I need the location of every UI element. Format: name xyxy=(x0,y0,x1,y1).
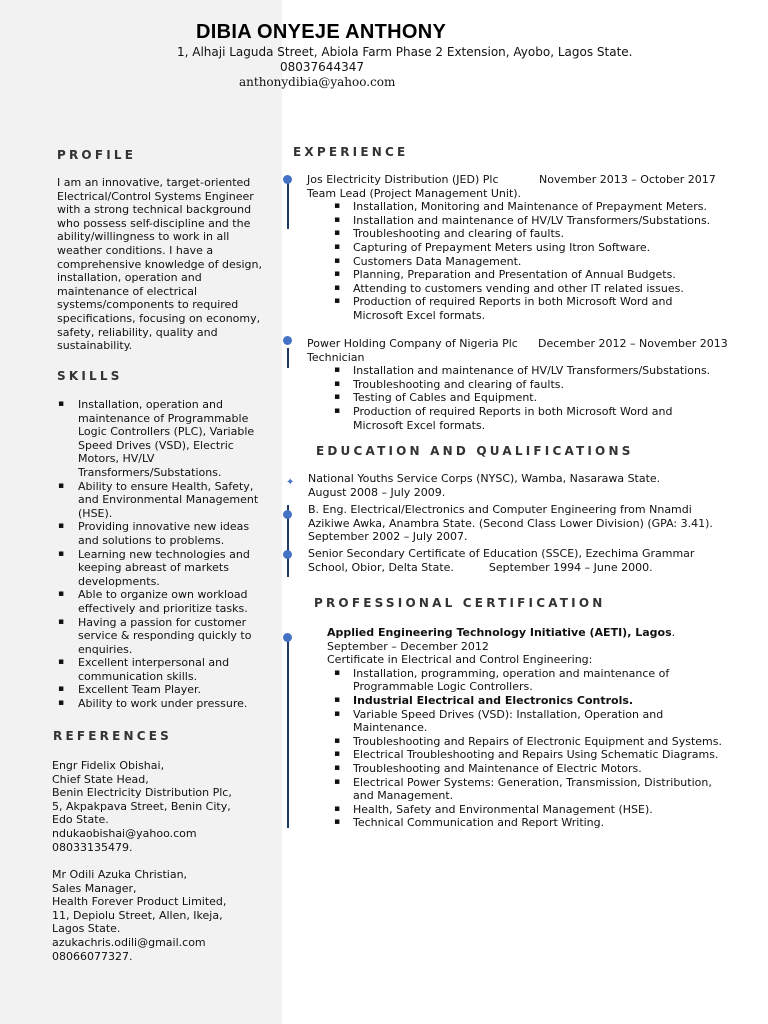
cert-item: ▪ Electrical Power Systems: Generation, Transmission, Distribution, and Management. xyxy=(307,776,747,803)
education-heading: EDUCATION AND QUALIFICATIONS xyxy=(316,444,634,458)
skills-list xyxy=(52,398,267,711)
reference-1: Engr Fidelix Obishai, Chief State Head, Benin Electricity Distribution Plc, 5, Akpakpava Street, Benin City, Edo State. ndukaobishai@yahoo.com 08033135479. xyxy=(52,759,232,854)
candidate-name: DIBIA ONYEJE ANTHONY xyxy=(196,21,447,43)
cert-item: ▪ Installation, programming, operation and maintenance of Programmable Logic Controllers. xyxy=(307,667,747,694)
plus-icon: ✦ xyxy=(286,477,295,488)
duty-item: ▪ Installation, Monitoring and Maintenance of Prepayment Meters. xyxy=(307,200,747,214)
duty-item: ▪ Troubleshooting and clearing of faults. xyxy=(307,378,747,392)
job-company: Power Holding Company of Nigeria Plc xyxy=(307,337,518,350)
cert-items xyxy=(307,667,747,830)
cert-institution: Applied Engineering Technology Initiative (AETI), Lagos xyxy=(327,626,672,639)
job-company: Jos Electricity Distribution (JED) Plc xyxy=(307,173,499,186)
duty-item: ▪ Testing of Cables and Equipment. xyxy=(307,391,747,405)
references-heading: REFERENCES xyxy=(53,729,172,743)
cert-item: ▪ Technical Communication and Report Writing. xyxy=(307,816,747,830)
profile-text: I am an innovative, target-oriented Electrical/Control Systems Engineer with a strong technical background who possess self-discipline and the ability/willingness to work in all weather conditions. I have a comprehensive knowledge of design, installation, operation and maintenance of electrical systems/components to required specifications, focusing on economy, safety, reliability, quality and sustainability. xyxy=(57,176,263,353)
timeline-dot xyxy=(283,336,292,345)
job-role: Team Lead (Project Management Unit). xyxy=(307,186,522,200)
cert-item: ▪ Troubleshooting and Maintenance of Electric Motors. xyxy=(307,762,747,776)
education-entry: National Youths Service Corps (NYSC), Wamba, Nasarawa State. August 2008 – July 2009. xyxy=(308,472,661,499)
cert-item: ▪ Health, Safety and Environmental Management (HSE). xyxy=(307,803,747,817)
skill-item: ▪ Excellent interpersonal and communication skills. xyxy=(52,656,267,683)
duty-item: ▪ Planning, Preparation and Presentation of Annual Budgets. xyxy=(307,268,747,282)
job-duties xyxy=(307,364,747,432)
cert-item: ▪ Variable Speed Drives (VSD): Installation, Operation and Maintenance. xyxy=(307,708,747,735)
certification-heading: PROFESSIONAL CERTIFICATION xyxy=(314,596,606,610)
education-entry: Senior Secondary Certificate of Education (SSCE), Ezechima Grammar School, Obior, Delta State. September 1994 – June 2000. xyxy=(308,547,695,574)
skills-heading: SKILLS xyxy=(57,369,123,383)
job-phcn xyxy=(307,337,747,432)
skill-item: ▪ Ability to work under pressure. xyxy=(52,697,267,711)
reference-2: Mr Odili Azuka Christian, Sales Manager, Health Forever Product Limited, 11, Depiolu Street, Allen, Ikeja, Lagos State. azukachris.odili@gmail.com 08066077327. xyxy=(52,868,227,963)
skill-item: ▪ Able to organize own workload effectively and prioritize tasks. xyxy=(52,588,267,615)
email-address: anthonydibia@yahoo.com xyxy=(239,75,396,89)
timeline-dot xyxy=(283,175,292,184)
education-entry: B. Eng. Electrical/Electronics and Computer Engineering from Nnamdi Azikiwe Awka, Anambra State. (Second Class Lower Division) (GPA: 3.41). September 2002 – July 2007. xyxy=(308,503,713,544)
duty-item: ▪ Troubleshooting and clearing of faults. xyxy=(307,227,747,241)
skill-item: ▪ Providing innovative new ideas and solutions to problems. xyxy=(52,520,267,547)
cert-item: ▪ Troubleshooting and Repairs of Electronic Equipment and Systems. xyxy=(307,735,747,749)
duty-item: ▪ Capturing of Prepayment Meters using Itron Software. xyxy=(307,241,747,255)
timeline-line xyxy=(287,348,289,368)
skill-item: ▪ Installation, operation and maintenance of Programmable Logic Controllers (PLC), Variable Speed Drives (VSD), Electric Motors, HV/LV Transformers/Substations. xyxy=(52,398,267,480)
duty-item: ▪ Attending to customers vending and other IT related issues. xyxy=(307,282,747,296)
address: 1, Alhaji Laguda Street, Abiola Farm Phase 2 Extension, Ayobo, Lagos State. xyxy=(177,45,633,59)
duty-item: ▪ Installation and maintenance of HV/LV Transformers/Substations. xyxy=(307,214,747,228)
duty-item: ▪ Production of required Reports in both Microsoft Word and Microsoft Excel formats. xyxy=(307,295,747,322)
job-jed xyxy=(307,173,747,323)
duty-item: ▪ Installation and maintenance of HV/LV Transformers/Substations. xyxy=(307,364,747,378)
job-duties xyxy=(307,200,747,322)
job-role: Technician xyxy=(307,350,365,364)
skill-item: ▪ Ability to ensure Health, Safety, and Environmental Management (HSE). xyxy=(52,480,267,521)
timeline-line xyxy=(287,180,289,229)
cert-item: ▪ Electrical Troubleshooting and Repairs Using Schematic Diagrams. xyxy=(307,748,747,762)
timeline-dot xyxy=(283,510,292,519)
cert-title: Certificate in Electrical and Control Engineering: xyxy=(327,653,593,667)
timeline-line xyxy=(287,638,289,828)
duty-item: ▪ Production of required Reports in both Microsoft Word and Microsoft Excel formats. xyxy=(307,405,747,432)
skill-item: ▪ Learning new technologies and keeping abreast of markets developments. xyxy=(52,548,267,589)
experience-heading: EXPERIENCE xyxy=(293,145,409,159)
cert-item: ▪ Industrial Electrical and Electronics Controls. xyxy=(307,694,747,708)
cert-period: September – December 2012 xyxy=(327,639,489,653)
skill-item: ▪ Having a passion for customer service & responding quickly to enquiries. xyxy=(52,616,267,657)
job-dates: December 2012 – November 2013 xyxy=(538,337,728,350)
timeline-dot xyxy=(283,633,292,642)
job-dates: November 2013 – October 2017 xyxy=(539,173,716,186)
skill-item: ▪ Excellent Team Player. xyxy=(52,683,267,697)
timeline-dot xyxy=(283,550,292,559)
certification-block: Applied Engineering Technology Initiative (AETI), Lagos. September – December 2012 Certificate in Electrical and Control Engineering: ▪ Installation, programming, operation and maintenance of Programmable Logic Controllers. ▪ Industrial Electrical and Electronics Controls. ▪ Variable Speed Drives (VSD): Installation, Operation and Maintenance. ▪ Troubleshooting and Repairs of Electronic Equipment and Systems. ▪ Electrical Troubleshooting and Repairs Using Schematic Diagrams. ▪ Troubleshooting and Maintenance of Electric Motors. ▪ Electrical Power Systems: Generation, Transmission, Distribution, and Management. ▪ Health, Safety and Environmental Management (HSE). ▪ Technical Communication and Report Writing. xyxy=(327,626,747,830)
duty-item: ▪ Customers Data Management. xyxy=(307,255,747,269)
phone-number: 08037644347 xyxy=(280,60,364,74)
profile-heading: PROFILE xyxy=(57,148,137,162)
